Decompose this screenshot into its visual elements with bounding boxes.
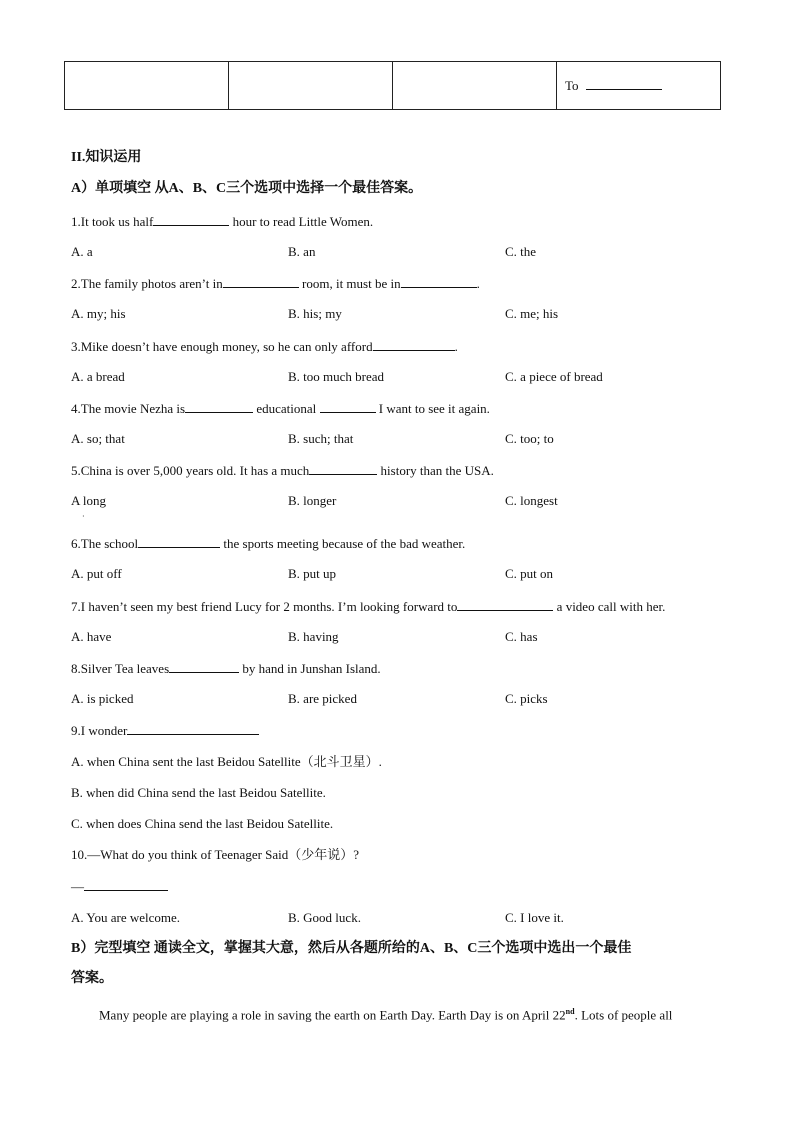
option-c: C. a piece of bread [505, 369, 603, 384]
answer-blank [84, 878, 168, 891]
question-5: 5.China is over 5,000 years old. It has a much history than the USA. [71, 463, 494, 478]
option-b: B. are picked [288, 691, 357, 706]
option-a: A long [71, 493, 107, 508]
answer-blank [169, 660, 239, 673]
option-b: B. such; that [288, 431, 354, 446]
answer-blank [223, 275, 299, 288]
question-3: 3.Mike doesn’t have enough money, so he can only afford . [71, 339, 458, 354]
option-a: A. a [71, 244, 93, 259]
answer-blank [457, 598, 553, 611]
option-c: C. picks [505, 691, 548, 706]
option-c: C. me; his [505, 306, 559, 321]
section-title: II.知识运用 [71, 150, 142, 165]
answer-line: — [71, 878, 168, 895]
option-a: A. is picked [71, 691, 134, 706]
option-c: C. put on [505, 566, 554, 581]
answer-blank [138, 535, 220, 548]
question-7: 7.I haven’t seen my best friend Lucy for 2 months. I’m looking forward to a video call with her. [71, 599, 666, 614]
option-b: B. his; my [288, 306, 342, 321]
table-cell [65, 62, 229, 110]
question-4: 4.The movie Nezha is educational I want to see it again. [71, 401, 490, 416]
option-b: B. put up [288, 566, 337, 581]
option-a: A. put off [71, 566, 122, 581]
table-cell [393, 62, 557, 110]
option-c: C. has [505, 629, 538, 644]
answer-blank [586, 77, 662, 90]
option-a: A. my; his [71, 306, 126, 321]
option-a: A. have [71, 629, 112, 644]
option-c: C. when does China send the last Beidou Satellite. [71, 816, 334, 831]
question-8: 8.Silver Tea leaves by hand in Junshan Island. [71, 661, 381, 676]
option-b: B. longer [288, 493, 337, 508]
option-a: A. so; that [71, 431, 125, 446]
option-c: C. I love it. [505, 910, 564, 925]
answer-blank [401, 275, 477, 288]
stray-dot: · [82, 512, 85, 521]
part-a-title: A）单项填空 从A、B、C三个选项中选择一个最佳答案。 [71, 181, 423, 196]
table-cell-to [557, 62, 721, 110]
option-a: A. You are welcome. [71, 910, 181, 925]
question-6: 6.The school the sports meeting because of the bad weather. [71, 536, 466, 551]
answer-blank [153, 213, 229, 226]
question-9: 9.I wonder [71, 722, 259, 739]
answer-blank [320, 400, 376, 413]
part-b-title-cont: 答案。 [71, 971, 113, 986]
option-c: C. the [505, 244, 537, 259]
passage-paragraph: Many people are playing a role in saving the earth on Earth Day. Earth Day is on April 22nd. Lots of people all [99, 1007, 673, 1023]
header-table [64, 61, 721, 110]
option-b: B. when did China send the last Beidou Satellite. [71, 785, 326, 800]
answer-blank [309, 462, 377, 475]
option-a: A. a bread [71, 369, 125, 384]
option-b: B. Good luck. [288, 910, 361, 925]
table-cell [229, 62, 393, 110]
option-a: A. when China sent the last Beidou Satellite（北斗卫星）. [71, 754, 382, 769]
option-b: B. too much bread [288, 369, 385, 384]
answer-blank [127, 722, 259, 735]
to-label: To [565, 78, 579, 93]
option-b: B. an [288, 244, 316, 259]
question-2: 2.The family photos aren’t in room, it must be in . [71, 276, 480, 291]
option-c: C. longest [505, 493, 558, 508]
question-1: 1.It took us half hour to read Little Women. [71, 214, 374, 229]
question-10: 10.—What do you think of Teenager Said（少年说）? [71, 847, 360, 862]
option-c: C. too; to [505, 431, 554, 446]
part-b-title: B）完型填空 通读全文，掌握其大意，然后从各题所给的A、B、C三个选项中选出一个最佳 [71, 941, 632, 956]
answer-blank [373, 338, 455, 351]
option-b: B. having [288, 629, 339, 644]
answer-blank [185, 400, 253, 413]
